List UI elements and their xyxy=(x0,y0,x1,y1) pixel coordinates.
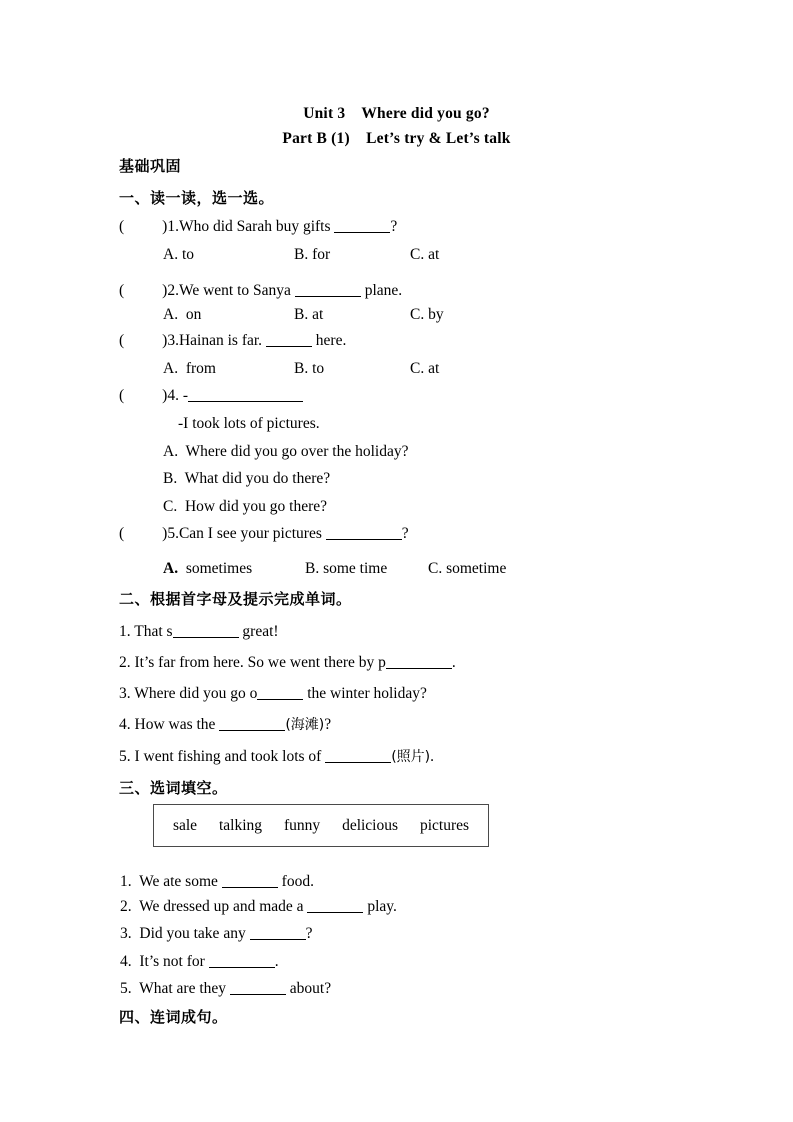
s2-q5-hint: (照片) xyxy=(391,749,431,765)
s2-q2-blank[interactable] xyxy=(386,655,452,669)
q5-option-c[interactable]: C. sometime xyxy=(428,560,507,577)
q1-option-c[interactable]: C. at xyxy=(410,246,440,263)
q3-bracket-open[interactable]: ( xyxy=(119,332,125,349)
question-5-row xyxy=(119,524,409,543)
q2-answer-blank[interactable] xyxy=(295,283,361,297)
q1-bracket-open[interactable]: ( xyxy=(119,218,125,235)
section-two-item-5: 5. I went fishing and took lots of (照片). xyxy=(119,748,435,765)
q3-option-a[interactable]: A. from xyxy=(163,360,216,377)
q3-stem-before: Hainan is far. xyxy=(178,332,266,349)
q1-stem-before: Who did Sarah buy gifts xyxy=(178,218,335,235)
section-two-item-1: 1. That s great! xyxy=(119,623,279,640)
q5-bracket-close: ) xyxy=(162,525,168,542)
q4-bracket-close: ) xyxy=(162,387,168,404)
s2-q5-blank[interactable] xyxy=(325,749,391,763)
word-bank-item-1[interactable]: sale xyxy=(172,816,198,834)
section-two-item-4: 4. How was the (海滩)? xyxy=(119,716,332,733)
q2-number: 2. xyxy=(167,282,179,299)
q5-number: 5. xyxy=(167,525,179,542)
q5-stem-before: Can I see your pictures xyxy=(178,525,326,542)
s3-q5-blank[interactable] xyxy=(230,981,286,995)
q5-stem-after: ? xyxy=(401,525,409,542)
s2-q4-blank[interactable] xyxy=(219,717,285,731)
word-bank-item-5[interactable]: pictures xyxy=(419,816,470,834)
q3-answer-blank[interactable] xyxy=(266,333,312,347)
q2-option-b[interactable]: B. at xyxy=(294,306,324,323)
s2-q1-blank[interactable] xyxy=(173,624,239,638)
s3-q2-blank[interactable] xyxy=(307,899,363,913)
question-1-row xyxy=(119,217,397,236)
section-three-item-5: 5. What are they about? xyxy=(120,980,332,997)
word-bank-item-2[interactable]: talking xyxy=(218,816,263,834)
q4-answer-line: -I took lots of pictures. xyxy=(178,415,320,432)
s2-q4-hint: (海滩) xyxy=(285,717,325,733)
word-bank-box xyxy=(153,804,489,847)
q3-bracket-close: ) xyxy=(162,332,168,349)
q4-option-a[interactable]: A. Where did you go over the holiday? xyxy=(163,443,409,460)
title-line-part: Part B (1) Let’s try & Let’s talk xyxy=(282,130,511,147)
s3-q4-blank[interactable] xyxy=(209,954,275,968)
q3-option-c[interactable]: C. at xyxy=(410,360,440,377)
q4-dash: - xyxy=(182,387,189,404)
word-bank-inner xyxy=(154,805,488,846)
section-three-item-2: 2. We dressed up and made a play. xyxy=(120,898,397,915)
q4-option-c[interactable]: C. How did you go there? xyxy=(163,498,328,515)
word-bank-item-4[interactable]: delicious xyxy=(342,816,399,834)
word-bank-item-3[interactable]: funny xyxy=(283,816,321,834)
q2-option-a[interactable]: A. on xyxy=(163,306,202,323)
q4-option-b[interactable]: B. What did you do there? xyxy=(163,470,331,487)
q1-number: 1. xyxy=(167,218,179,235)
q5-bracket-open[interactable]: ( xyxy=(119,525,125,542)
q1-stem-after: ? xyxy=(390,218,398,235)
q2-bracket-close: ) xyxy=(162,282,168,299)
s3-q3-blank[interactable] xyxy=(250,926,306,940)
section-two-item-2: 2. It’s far from here. So we went there by p . xyxy=(119,654,456,671)
section-two-item-3: 3. Where did you go o the winter holiday? xyxy=(119,685,427,702)
q5-answer-blank[interactable] xyxy=(326,526,402,540)
document-title xyxy=(0,101,793,151)
s3-q1-blank[interactable] xyxy=(222,874,278,888)
section-one-heading: 一、读一读，选一选。 xyxy=(119,189,275,207)
section-three-item-1: 1. We ate some food. xyxy=(120,873,314,890)
q1-option-b[interactable]: B. for xyxy=(294,246,331,263)
question-3-row xyxy=(119,331,346,350)
section-three-item-3: 3. Did you take any ? xyxy=(120,925,313,942)
subject-heading: 基础巩固 xyxy=(119,157,182,175)
section-three-item-4: 4. It’s not for . xyxy=(120,953,279,970)
section-two-heading: 二、根据首字母及提示完成单词。 xyxy=(119,590,352,608)
q2-bracket-open[interactable]: ( xyxy=(119,282,125,299)
q3-stem-after: here. xyxy=(311,332,347,349)
q2-option-c[interactable]: C. by xyxy=(410,306,444,323)
section-four-heading: 四、连词成句。 xyxy=(119,1008,228,1026)
q1-bracket-close: ) xyxy=(162,218,168,235)
q2-stem-after: plane. xyxy=(360,282,403,299)
q2-stem-before: We went to Sanya xyxy=(178,282,295,299)
section-three-heading: 三、选词填空。 xyxy=(119,779,228,797)
q4-answer-blank[interactable] xyxy=(188,388,303,402)
q1-answer-blank[interactable] xyxy=(334,219,390,233)
title-line-unit: Unit 3 Where did you go? xyxy=(303,105,490,122)
question-4-row xyxy=(119,386,303,405)
question-2-row xyxy=(119,281,402,300)
q4-number: 4. xyxy=(167,387,179,404)
q3-number: 3. xyxy=(167,332,179,349)
q1-option-a[interactable]: A. to xyxy=(163,246,195,263)
q5-option-a[interactable]: A. sometimes xyxy=(163,560,253,577)
q3-option-b[interactable]: B. to xyxy=(294,360,325,377)
s2-q3-blank[interactable] xyxy=(257,686,303,700)
q4-bracket-open[interactable]: ( xyxy=(119,387,125,404)
q5-option-b[interactable]: B. some time xyxy=(305,560,388,577)
